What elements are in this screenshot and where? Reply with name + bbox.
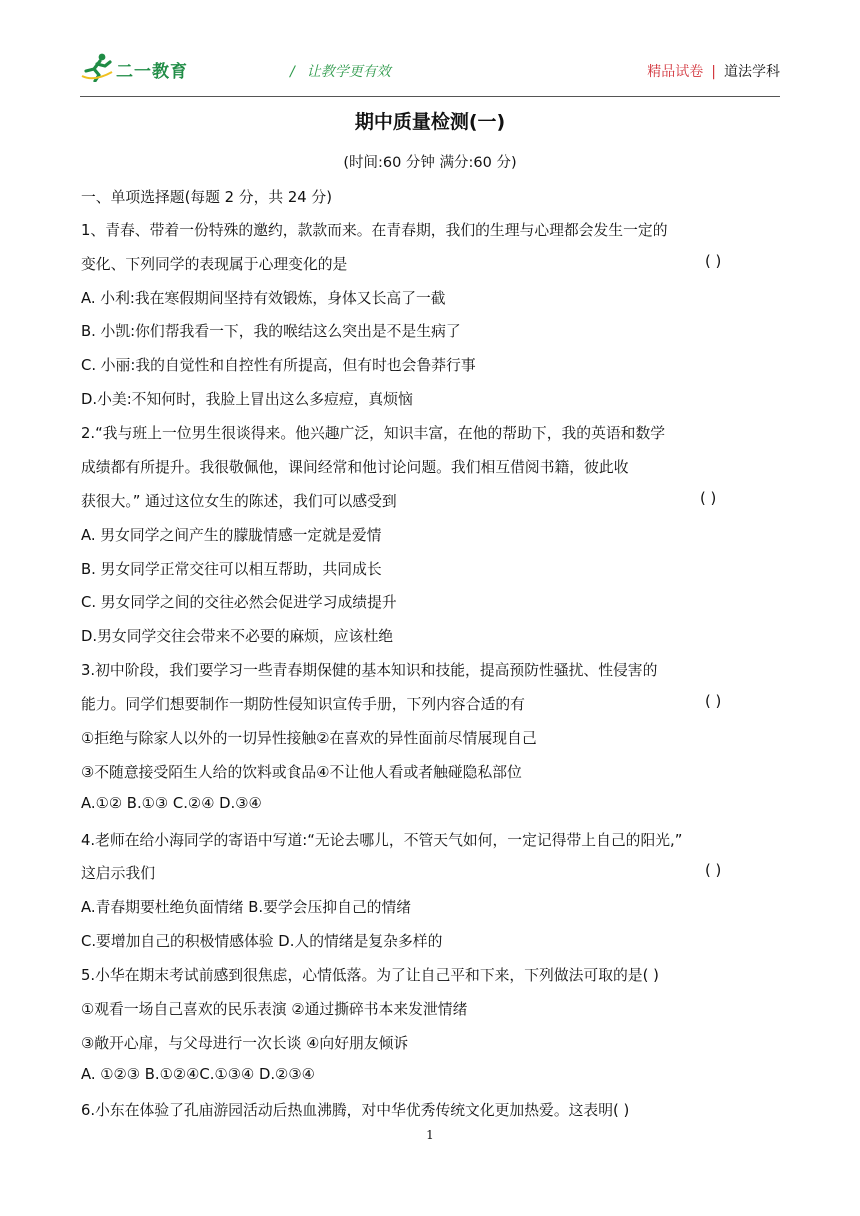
- runner-icon: [80, 52, 114, 82]
- question-4-options-ab: A.青春期要杜绝负面情绪 B.要学会压抑自己的情绪: [81, 899, 412, 916]
- question-1-option-a: A. 小利:我在寒假期间坚持有效锻炼，身体又长高了一截: [81, 290, 446, 307]
- question-5-item-2: ③敞开心扉，与父母进行一次长谈 ④向好朋友倾诉: [81, 1035, 409, 1052]
- section-heading: 一、单项选择题(每题 2 分，共 24 分): [81, 189, 332, 206]
- question-5-stem: 5.小华在期末考试前感到很焦虑，心情低落。为了让自己平和下来，下列做法可取的是( ): [81, 967, 659, 984]
- tag-quality-paper: 精品试卷: [647, 64, 704, 80]
- question-1-stem-cont: 变化、下列同学的表现属于心理变化的是: [81, 256, 348, 273]
- question-1-option-c: C. 小丽:我的自觉性和自控性有所提高，但有时也会鲁莽行事: [81, 357, 476, 374]
- tag-subject: 道法学科: [724, 64, 780, 80]
- question-2-stem: 2.“我与班上一位男生很谈得来。他兴趣广泛，知识丰富，在他的帮助下，我的英语和数学: [81, 425, 666, 442]
- question-4-stem-cont: 这启示我们: [81, 865, 155, 882]
- question-3-stem-cont: 能力。同学们想要制作一期防性侵知识宣传手册，下列内容合适的有: [81, 696, 525, 713]
- subject-tag: [647, 61, 780, 81]
- brand-logo: [80, 52, 200, 84]
- answer-blank-2: ( ): [700, 490, 717, 507]
- answer-blank-4: ( ): [705, 862, 722, 879]
- logo-text: 二一教育: [116, 62, 188, 82]
- question-5-options: A. ①②③ B.①②④C.①③④ D.②③④: [81, 1066, 315, 1083]
- question-5-item-1: ①观看一场自己喜欢的民乐表演 ②通过撕碎书本来发泄情绪: [81, 1001, 468, 1018]
- question-1-option-d: D.小美:不知何时，我脸上冒出这么多痘痘，真烦恼: [81, 391, 413, 408]
- exam-title: 期中质量检测(一): [354, 111, 506, 133]
- question-3-stem: 3.初中阶段，我们要学习一些青春期保健的基本知识和技能，提高预防性骚扰、性侵害的: [81, 662, 658, 679]
- question-1-option-b: B. 小凯:你们帮我看一下，我的喉结这么突出是不是生病了: [81, 323, 461, 340]
- answer-blank-3: ( ): [705, 693, 722, 710]
- question-2-option-d: D.男女同学交往会带来不必要的麻烦，应该杜绝: [81, 628, 394, 645]
- question-2-stem-cont: 成绩都有所提升。我很敬佩他，课间经常和他讨论问题。我们相互借阅书籍，彼此收: [81, 459, 629, 476]
- question-2-option-b: B. 男女同学正常交往可以相互帮助，共同成长: [81, 561, 382, 578]
- slogan: [290, 61, 391, 81]
- question-3-item-2: ③不随意接受陌生人给的饮料或食品④不让他人看或者触碰隐私部位: [81, 764, 522, 781]
- question-2-stem-end: 获很大。” 通过这位女生的陈述，我们可以感受到: [81, 493, 397, 510]
- question-2-option-c: C. 男女同学之间的交往必然会促进学习成绩提升: [81, 594, 397, 611]
- slogan-slash: /: [290, 64, 295, 80]
- tag-separator: |: [711, 64, 716, 80]
- question-1-stem: 1、青春、带着一份特殊的邀约，款款而来。在青春期，我们的生理与心理都会发生一定的: [81, 222, 668, 239]
- answer-blank-1: ( ): [705, 253, 722, 270]
- question-4-stem: 4.老师在给小海同学的寄语中写道:“无论去哪儿，不管天气如何，一定记得带上自己的阳光,”: [81, 832, 683, 849]
- page-number: 1: [426, 1128, 434, 1142]
- header-divider: [80, 96, 780, 97]
- exam-subtitle: (时间:60 分钟 满分:60 分): [343, 155, 517, 171]
- question-6-stem: 6.小东在体验了孔庙游园活动后热血沸腾，对中华优秀传统文化更加热爱。这表明( ): [81, 1102, 630, 1119]
- question-2-option-a: A. 男女同学之间产生的朦胧情感一定就是爱情: [81, 527, 382, 544]
- question-3-item-1: ①拒绝与除家人以外的一切异性接触②在喜欢的异性面前尽情展现自己: [81, 730, 537, 747]
- question-3-options: A.①② B.①③ C.②④ D.③④: [81, 795, 262, 812]
- slogan-text: 让教学更有效: [306, 64, 391, 80]
- page-header: [80, 44, 780, 98]
- question-4-options-cd: C.要增加自己的积极情感体验 D.人的情绪是复杂多样的: [81, 933, 443, 950]
